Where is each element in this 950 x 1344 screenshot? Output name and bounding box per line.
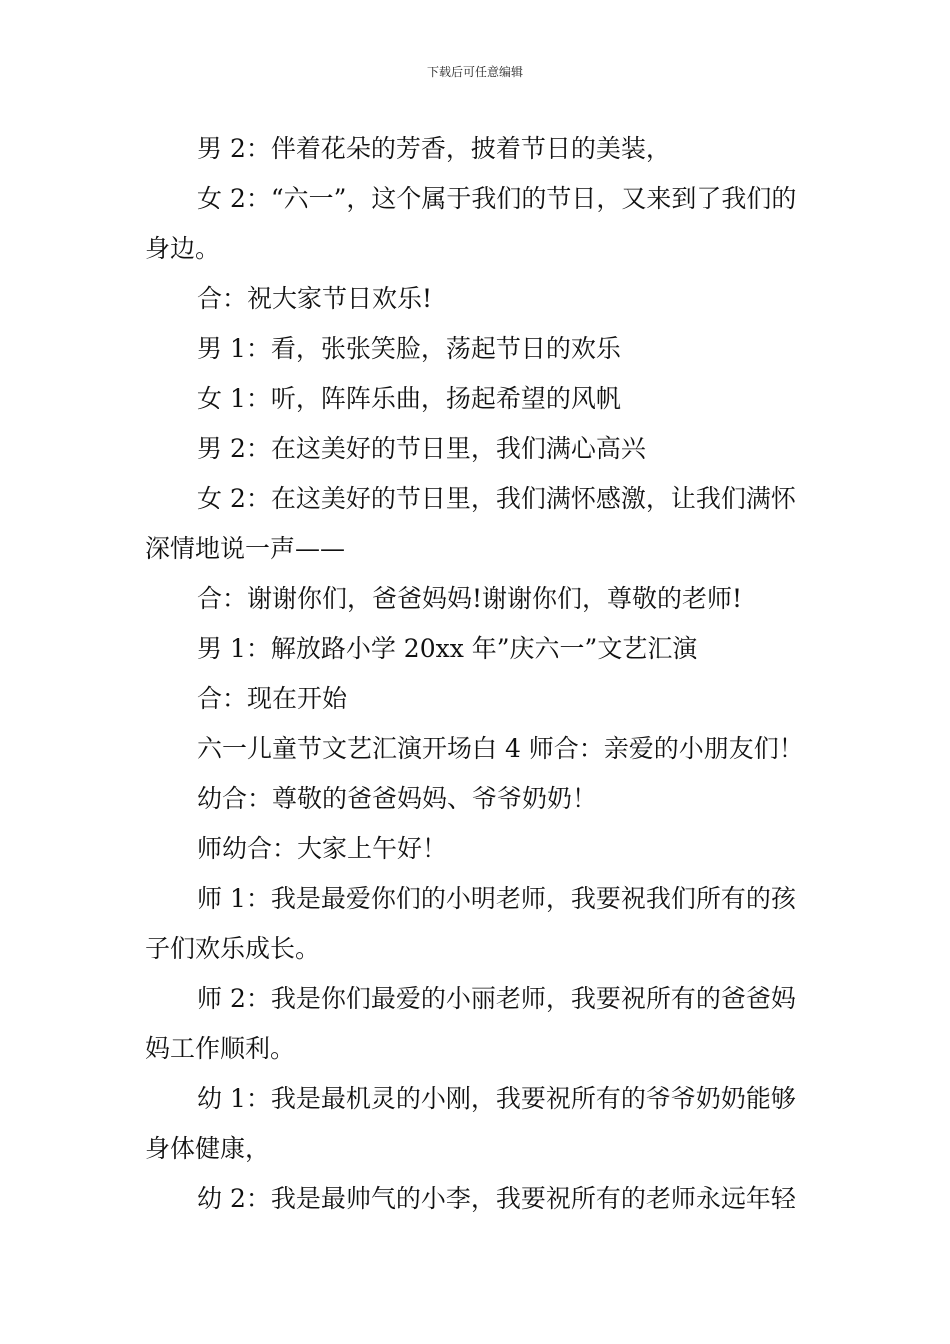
paragraph: 师 2：我是你们最爱的小丽老师，我要祝所有的爸爸妈妈工作顺利。	[145, 984, 796, 1063]
paragraph: 幼合：尊敬的爸爸妈妈、爷爷奶奶！	[197, 784, 598, 813]
paragraph: 合：谢谢你们，爸爸妈妈!谢谢你们，尊敬的老师!	[197, 584, 743, 613]
paragraph: 师幼合：大家上午好！	[197, 834, 448, 863]
paragraph: 六一儿童节文艺汇演开场白 4 师合：亲爱的小朋友们！	[197, 734, 804, 763]
paragraph: 女 2：“六一”，这个属于我们的节日，又来到了我们的身边。	[145, 184, 797, 263]
paragraph: 合：现在开始	[197, 684, 348, 713]
paragraph: 男 2：伴着花朵的芳香，披着节日的美装，	[197, 134, 671, 163]
paragraph: 男 1：解放路小学 20xx 年”庆六一”文艺汇演	[197, 634, 698, 663]
page-header: 下载后可任意编辑	[426, 65, 523, 79]
paragraph: 师 1：我是最爱你们的小明老师，我要祝我们所有的孩子们欢乐成长。	[145, 884, 796, 963]
paragraph: 幼 2：我是最帅气的小李，我要祝所有的老师永远年轻	[197, 1184, 796, 1213]
paragraph: 男 1：看，张张笑脸，荡起节日的欢乐	[197, 334, 621, 363]
paragraph: 男 2：在这美好的节日里，我们满心高兴	[197, 434, 646, 463]
document-body	[145, 124, 809, 1224]
paragraph: 合：祝大家节日欢乐!	[197, 284, 433, 313]
paragraph: 女 2：在这美好的节日里，我们满怀感激，让我们满怀深情地说一声——	[145, 484, 796, 563]
paragraph: 幼 1：我是最机灵的小刚，我要祝所有的爷爷奶奶能够身体健康，	[145, 1084, 796, 1163]
paragraph: 女 1：听，阵阵乐曲，扬起希望的风帆	[197, 384, 621, 413]
